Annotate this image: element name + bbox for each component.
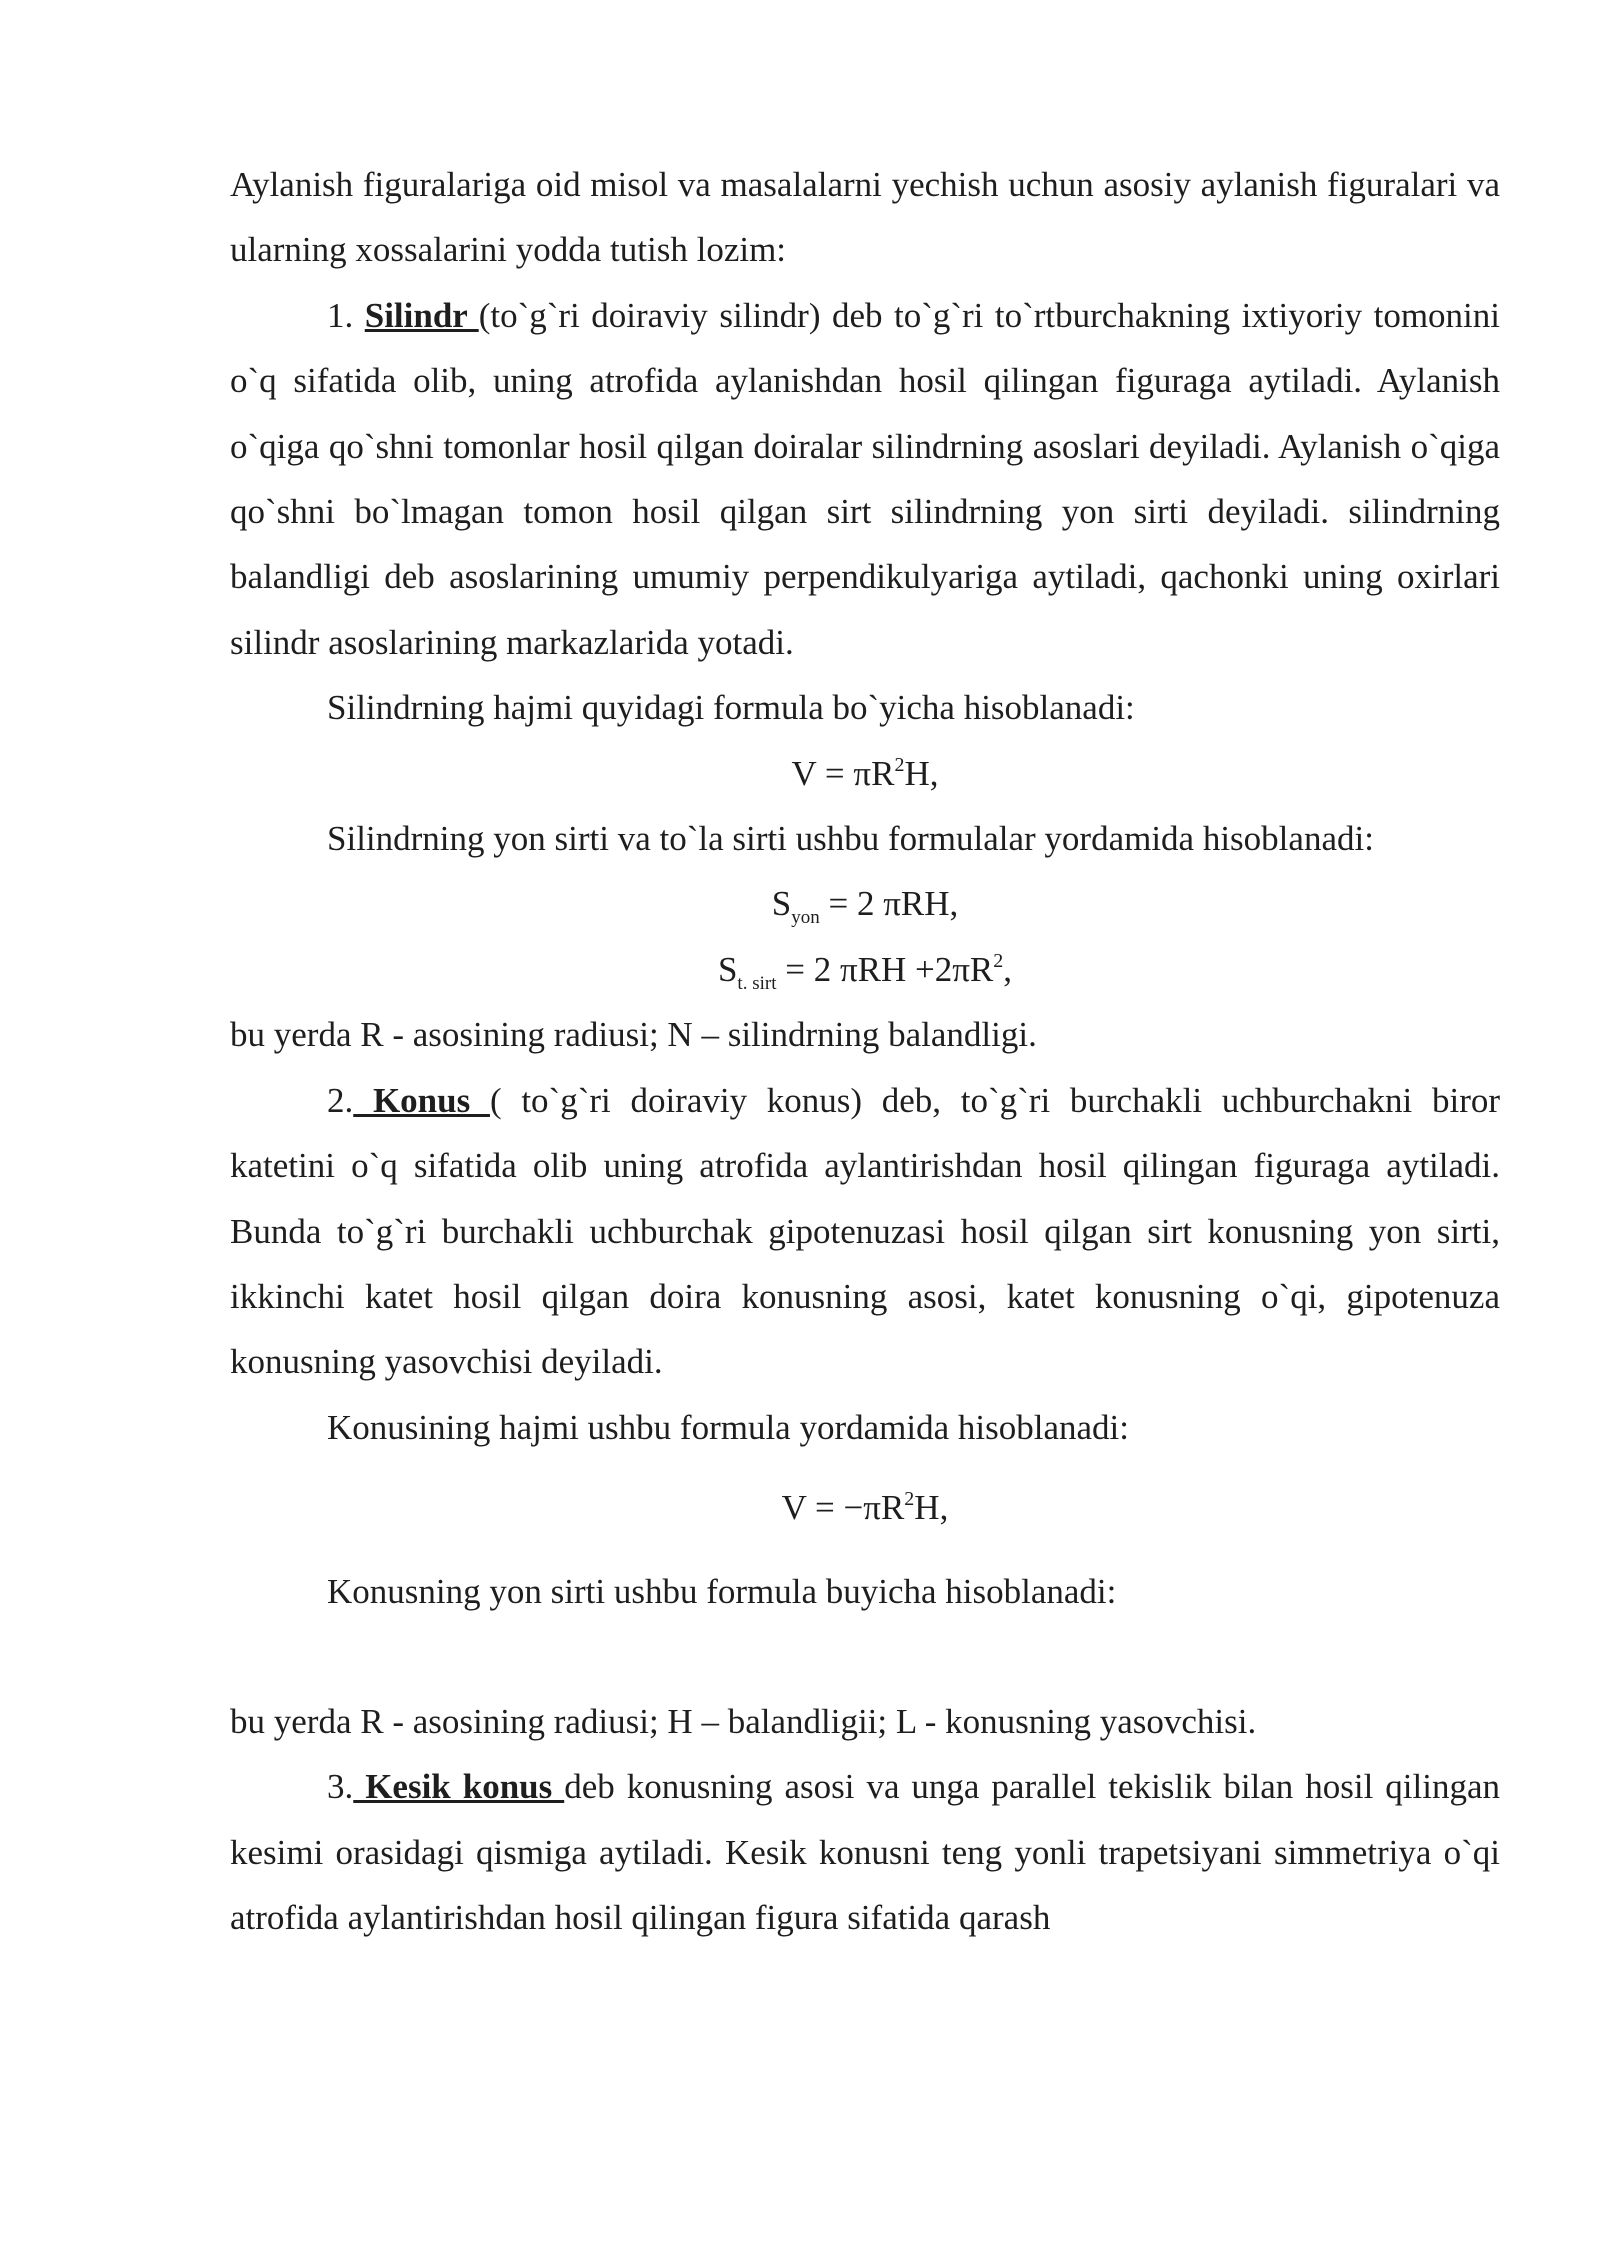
formula-placeholder xyxy=(230,1624,1500,1689)
frustum-text: deb konusning asosi va unga parallel tekislik bilan hosil qilingan kesimi orasidagi qismiga aytiladi. Kesik konusni teng yonli trapetsiyani simmetriya o`qi atrofida aylantirishdan hosil qilingan figura sifatida qarash xyxy=(230,1767,1500,1938)
cone-number: 2. xyxy=(327,1080,354,1120)
cone-volume-formula: $V = -\pi R^2H$, xyxy=(781,1488,949,1528)
cone-lateral-intro: Konusning yon sirti ushbu formula buyicha hisoblanadi: xyxy=(327,1571,1117,1611)
cylinder-total-formula: $S_{t. sirt} = 2$ $\pi RH +2\pi R^2$, xyxy=(717,949,1013,994)
spacer xyxy=(230,1460,1500,1475)
cylinder-term: Silindr xyxy=(364,295,479,335)
cone-text: ( to`g`ri doiraviy konus) deb, to`g`ri burchakli uchburchakni biror katetini o`q sifatida olib uning atrofida aylantirishdan hosil qilingan figuraga aytiladi. Bunda to`g`ri burchakli uchburchak gipotenuzasi hosil qilgan sirt konusning yon sirti, ikkinchi katet hosil qilgan doira konusning asosi, katet konusning o`qi, gipotenuza konusning yasovchisi deyiladi. xyxy=(230,1080,1501,1382)
cylinder-lateral-formula: $S_{yon} = 2$ πRH, xyxy=(771,884,959,929)
cylinder-definition xyxy=(230,283,1500,675)
cone-term: Konus xyxy=(353,1080,490,1120)
cylinder-where: bu yerda R - asosining radiusi; N – silindrning balandligi. xyxy=(230,1015,1037,1055)
frustum-term: Kesik konus xyxy=(353,1767,565,1807)
cone-volume-intro: Konusining hajmi ushbu formula yordamida hisoblanadi: xyxy=(327,1407,1129,1447)
cone-definition xyxy=(230,1068,1500,1395)
cylinder-volume-intro: Silindrning hajmi quyidagi formula bo`yicha hisoblanadi: xyxy=(327,688,1135,728)
frustum-number: 3. xyxy=(327,1767,354,1807)
intro-paragraph: Aylanish figuralariga oid misol va masalalarni yechish uchun asosiy aylanish figuralari va ularning xossalarini yodda tutish lozim: xyxy=(230,165,1500,270)
spacer xyxy=(230,1541,1500,1559)
cylinder-volume-formula: $V = \pi R^2H$, xyxy=(791,753,939,793)
cylinder-surface-intro: Silindrning yon sirti va to`la sirti ushbu formulalar yordamida hisoblanadi: xyxy=(327,819,1374,859)
cone-where: bu yerda R - asosining radiusi; H – balandligii; L - konusning yasovchisi. xyxy=(230,1701,1257,1741)
cylinder-number: 1. xyxy=(327,295,365,335)
document-body xyxy=(230,152,1500,1951)
frustum-definition xyxy=(230,1754,1500,1950)
cylinder-text: (to`g`ri doiraviy silindr) deb to`g`ri to`rtburchakning ixtiyoriy tomonini o`q sifatida olib, uning atrofida aylanishdan hosil qilingan figuraga aytiladi. Aylanish o`qiga qo`shni tomonlar hosil qilgan doiralar silindrning asoslari deyiladi. Aylanish o`qiga qo`shni bo`lmagan tomon hosil qilgan sirt silindrning yon sirti deyiladi. silindrning balandligi deb asoslarining umumiy perpendikulyariga aytiladi, qachonki uning oxirlari silindr asoslarining markazlarida yotadi. xyxy=(230,295,1500,662)
